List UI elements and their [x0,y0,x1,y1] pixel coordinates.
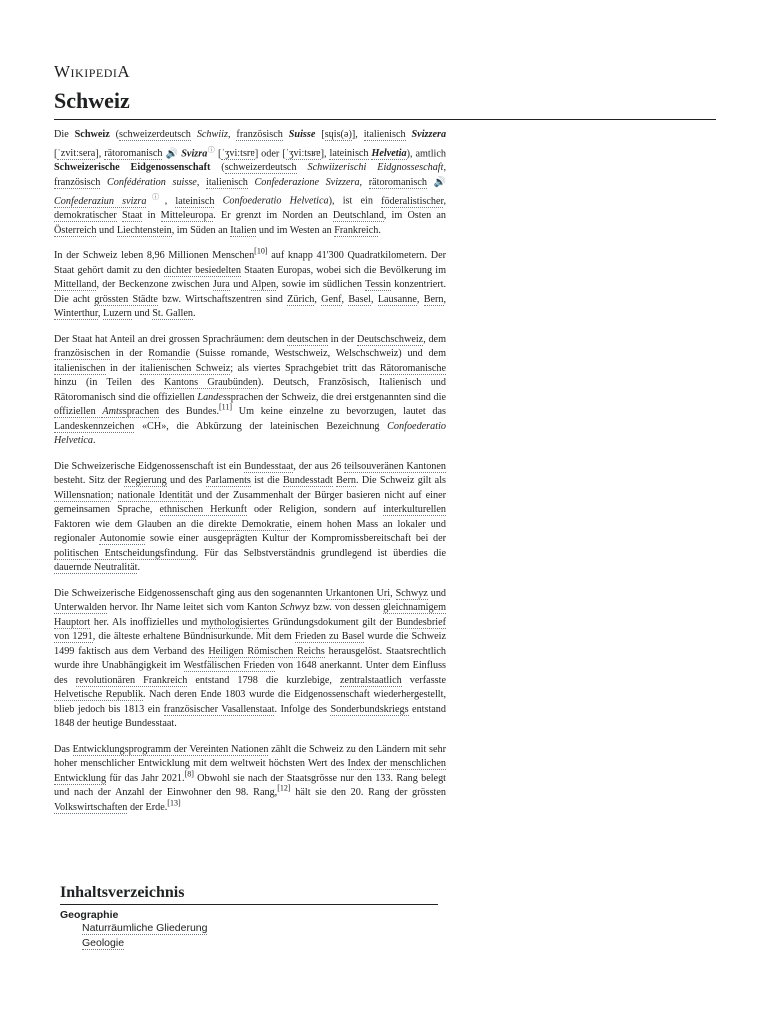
text-run: . Infolge des [274,703,331,715]
text-run: und [131,308,153,320]
text-run: , sowie im südlichen [276,279,366,291]
text-run: «CH», die Abkürzung der lateinischen Bezeichnung [134,420,388,432]
bold-term: Schweiz [74,129,110,140]
paragraph-intro [54,128,446,238]
article-link[interactable] [371,148,406,160]
article-link[interactable]: mythologisiertes [200,616,269,628]
text-run: , der Beckenzone zwischen [96,279,213,291]
text-run: ist die [250,475,283,487]
italic-term: Confoederatio Helvetica [54,420,446,447]
article-link[interactable]: deutschen [287,333,328,345]
text-run: und [427,587,447,599]
article-link[interactable]: Uri [376,587,391,599]
article-body [54,128,446,826]
text-run: Um keine einzelne zu bevorzugen, lautet das [232,406,446,418]
article-link[interactable]: teilsouveränen Kantonen [344,460,446,472]
text-run: bzw. von dessen [310,602,384,614]
text-run: in der [105,362,140,374]
toc-sub-geologie[interactable] [82,936,438,951]
article-link[interactable]: demokratischer [54,210,117,222]
reference-link[interactable]: [12] [277,783,291,793]
article-link[interactable]: französisch [236,129,283,140]
text-run: , im Osten an [383,210,447,222]
text-run: und [96,224,117,236]
info-icon[interactable]: ⓘ [146,193,165,202]
article-link[interactable]: Deutschland [332,210,384,222]
reference-link[interactable]: [8] [184,769,194,779]
reference[interactable] [254,247,267,256]
article-link[interactable]: Frankreich [334,224,379,236]
toc-sub-naturraeumliche-gliederung[interactable] [82,921,438,936]
article-link[interactable]: lateinisch [175,195,215,207]
paragraph-population [54,246,447,322]
article-link[interactable]: grössten Städte [94,293,158,305]
article-link[interactable]: dauernde Neutralität [54,562,138,574]
text-run: Obwohl sie nach der Staatsgrösse nur den 133. Rang belegt und nach der Anzahl der Einwohner den 98. Rang, [54,772,446,799]
article-link[interactable]: Heiligen Römischen Reichs [208,645,325,657]
text-run: für das Jahr 2021. [106,772,185,784]
article-link[interactable]: Basel [348,293,371,305]
speaker-icon[interactable]: 🔊 [433,176,447,188]
article-link[interactable]: dichter besiedelten [163,264,241,276]
text-run: wurde die Schweiz 1499 faktisch aus dem Verband des [54,631,447,657]
bold-italic-term: Svizzera [411,129,447,140]
text-run: ). Deutsch, Französisch, Italienisch und Rätoromanisch sind die offiziellen [54,377,446,403]
text-run: , [390,587,396,599]
article-link[interactable]: sɥis(ə) [324,129,352,140]
text-run: , [443,195,447,207]
article-link[interactable]: Rätoromanische [379,362,447,374]
toc-title: Inhaltsverzeichnis [60,884,438,905]
article-link[interactable]: politischen Entscheidungsfindung [54,547,196,559]
info-icon[interactable]: ⓘ [207,145,216,154]
text-run: (Suisse romande, Westschweiz, Welschschweiz) und dem [190,348,447,360]
text-run: Gründungsdokument gilt der [268,616,397,628]
article-link[interactable]: Autonomie [99,533,146,545]
article-link[interactable]: schweizerdeutsch [119,129,191,140]
article-link[interactable] [102,406,122,418]
article-link[interactable]: ˈʒviːtsʁɐ [285,147,321,159]
text-run: und [229,279,252,291]
text-run: hervor. Ihr Name leitet sich vom Kanton [106,602,281,614]
article-link[interactable]: Lausanne [377,293,417,305]
text-run: . Nach deren Ende 1803 wurde die Eidgenossenschaft wiederhergestellt, blieb jedoch bis 1813 ein [54,689,446,715]
article-link[interactable]: Staat [121,210,143,222]
link-label: Amts [102,406,123,418]
bold-italic-term: Svizra [181,147,208,159]
text-run: sowie einer ausgeprägten Kultur der Kompromissbereitschaft bei der [145,533,446,545]
article-link[interactable]: Willensnation [54,489,111,501]
article-link[interactable]: Bern [336,475,356,487]
text-run: ( [109,129,120,140]
text-run: Die Schweizerische Eidgenossenschaft ging aus den sogenannten [54,587,326,599]
article-link[interactable]: lateinisch [329,147,369,159]
article-link[interactable]: Jura [212,279,230,291]
text-run: . [93,435,96,447]
article-link[interactable]: ethnischen Herkunft [159,504,247,516]
article-link[interactable]: interkulturellen [383,504,447,516]
text-run: verfasste [401,674,446,686]
text-run: , [443,162,447,174]
article-link[interactable]: Bundesbrief von 1291 [54,616,446,643]
text-run [297,162,308,173]
text-run: Faktoren wie dem Glauben an die [54,518,209,530]
article-link[interactable]: Helvetische Republik [54,689,144,701]
speaker-icon[interactable]: 🔊 [165,147,179,159]
italic-term: Schwiizerischi Eidgnosseschaft [307,162,444,174]
text-run [427,177,434,188]
italic-term: Confederazione Svizzera [254,176,360,188]
article-link[interactable]: Bundesstaat [244,460,294,472]
text-run: und im Westen an [256,224,335,236]
text-run: , [97,308,103,320]
text-run: , [164,195,176,207]
article-link[interactable]: rätoromanisch [368,176,427,188]
text-run: ), ist ein [328,195,382,207]
text-run: . [137,562,140,574]
text-run: Staaten Europas, wobei sich die Bevölkerung im [240,264,447,276]
article-link[interactable]: Index der menschlichen Entwicklung [54,758,446,784]
text-run: entstand 1848 der heutige Bundesstaat. [54,703,446,730]
text-run: , [341,293,349,305]
text-run: Die [54,129,75,140]
article-link[interactable]: Mittelland [54,279,97,291]
paragraph-languages [54,333,446,449]
text-run: entstand 1798 die kurzlebige, [187,674,341,686]
text-run: . [378,224,381,236]
toc-link[interactable]: Naturräumliche Gliederung [82,922,208,934]
text-run: , [227,129,237,140]
article-link[interactable] [54,196,146,208]
article-link[interactable]: Regierung [124,475,167,487]
article-link[interactable]: St. Gallen [152,308,193,320]
text-run: , [416,293,424,305]
article-link[interactable]: offiziellen [54,406,103,418]
reference[interactable] [277,784,290,793]
article-link[interactable]: Kantons Graubünden [164,377,258,389]
text-run: hält sie den 20. Rang der grössten [290,787,447,799]
text-run: in der [327,333,357,345]
article-link[interactable]: italienischen Schweiz [139,362,231,374]
text-run: in [142,210,161,222]
article-link[interactable]: Sonderbundskriegs [330,703,409,715]
reference-link[interactable]: [13] [167,798,181,808]
toc-section-geographie[interactable]: Geographie [60,909,119,921]
article-link[interactable]: Tessin [365,279,391,291]
article-link[interactable]: Liechtenstein [116,224,172,236]
text-run: ; als viertes Sprachgebiet tritt das [230,362,380,374]
text-run: . Er grenzt im Norden an [213,210,333,222]
text-run: , [359,176,369,188]
text-run: herausgelöst. Staatsrechtlich wurde ihre Unabhängigkeit im [54,645,446,672]
article-link[interactable]: Winterthur [54,308,98,320]
text-run: , der aus 26 [293,460,345,472]
toc-link[interactable]: Geologie [82,937,125,949]
text-run: des Bundes. [158,406,220,418]
article-link[interactable]: revolutionären Frankreich [75,674,188,686]
text-run: Der Staat hat Anteil an drei grossen Sprachräumen: dem [54,333,288,345]
article-link[interactable]: Zürich [287,293,315,305]
article-link[interactable]: Urkantonen [325,587,374,599]
article-link[interactable]: französischen [54,348,111,360]
link-label: Helvetia [371,147,407,159]
text-run: , einem hohen Mass an lokaler und regionaler [54,518,446,545]
text-run: oder Religion, sondern auf [246,504,384,516]
italic-term: Confoederatio Helvetica [222,195,329,207]
text-run: her. Als inoffizielles und [90,616,201,628]
text-run: hinzu (in Teilen des [54,377,165,389]
text-run: ], [95,147,105,159]
italic-term: Landes [197,391,227,403]
text-run: der Erde. [127,801,168,813]
article-link[interactable]: Alpen [251,279,276,291]
text-run: ), amtlich [406,147,447,159]
article-link[interactable]: Luzern [102,308,132,320]
text-run: und der Zusammenhalt der Bürger basieren nicht auf einer gemeinsamen Sprache, [54,489,446,516]
text-run: ; [110,489,118,501]
article-link[interactable]: Landeskennzeichen [54,420,135,432]
text-run: . [192,308,196,320]
text-run: [ [215,147,222,159]
text-run: Das [54,743,73,755]
text-run: bzw. Wirtschaftszentren sind [157,293,288,305]
text-run: . Für das Selbstverständnis grundlegend ist überdies die [195,547,446,559]
article-link[interactable]: zentralstaatlich [340,674,402,686]
article-link[interactable]: Entwicklungsprogramm der Vereinten Nationen [72,743,269,755]
reference[interactable] [167,798,180,807]
text-run: , dem [423,333,447,345]
article-link[interactable]: italienischen [54,362,106,374]
text-run: [ [54,147,58,159]
text-run: besteht. Sitz der [54,475,125,487]
article-link[interactable]: italienisch [205,176,248,188]
text-run: in der [110,348,149,360]
text-run: , [370,293,378,305]
table-of-contents [60,884,438,951]
text-run: , [196,176,206,188]
reference-link[interactable]: [11] [219,402,233,412]
article-link[interactable]: föderalistischer [381,195,444,207]
text-run: , im Süden an [171,224,231,236]
wordmark-initial: W [54,62,71,81]
reference[interactable] [185,769,194,778]
title-divider [54,119,716,120]
text-run: Die Schweizerische Eidgenossenschaft ist ein [54,460,245,472]
article-link[interactable]: Unterwalden [54,602,107,614]
text-run: . Die Schweiz gilt als [355,475,446,487]
wordmark-final: A [117,62,131,81]
article-link[interactable]: Romandie [148,348,191,360]
article-link[interactable]: gleichnamigem Hauptort [54,602,446,628]
page-title: Schweiz [54,88,130,113]
article-link[interactable]: französischer Vasallenstaat [163,703,275,715]
text-run: , [314,293,322,305]
article-link[interactable]: ˈʒviːtsrɐ [221,147,255,159]
article-link[interactable]: nationale Identität [117,489,193,501]
text-run: von 1648 anerkannt. Unter dem Einfluss des [54,660,446,686]
text-run: ], [351,129,364,140]
article-link[interactable]: französisch [54,176,101,188]
text-run: , die älteste erhaltene Bündnisurkunde. Mit dem [92,631,295,643]
paragraph-history [54,587,446,732]
text-run: konzentriert. Die acht [54,279,446,305]
article-link[interactable]: rätoromanisch [104,147,163,159]
article-link[interactable]: Mitteleuropa [160,210,214,222]
text-run: [ [315,129,325,140]
text-run: In der Schweiz leben 8,96 Millionen Menschen [54,250,255,262]
article-link[interactable]: Volkswirtschaften [54,801,128,813]
article-link[interactable]: ˈzvitːsera [57,147,96,159]
text-run: ] oder [ [254,147,286,159]
article-link[interactable]: Bern [423,293,444,305]
link-label: Confederaziun svizra [54,195,147,207]
italic-term: Schwiiz [196,129,228,140]
article-link[interactable]: Schwyz [395,587,428,599]
bold-term: Schweizerische Eidgenossenschaft [54,162,211,174]
article-link[interactable]: direkte Demokratie [208,518,290,530]
article-link[interactable]: Österreich [54,224,97,236]
text-run [214,196,222,207]
text-run: ], [320,147,330,159]
text-run: sprachen der Schweiz, die drei erstgenannten sind die [226,391,446,403]
wordmark-body: ikipedi [70,62,118,81]
reference[interactable] [219,403,232,412]
article-link[interactable]: sprachen [122,406,159,418]
italic-term: Schwyz [280,602,311,614]
text-run: zählt die Schweiz zu den Ländern mit sehr hoher menschlicher Entwicklung mit dem weltweit höchsten Wert des [54,743,446,770]
paragraph-politics [54,460,446,576]
text-run: und des [166,475,206,487]
article-link[interactable]: Deutschschweiz [357,333,424,345]
article-link[interactable]: Genf [321,293,342,305]
wikipedia-wordmark[interactable] [54,62,130,82]
article-link[interactable]: schweizerdeutsch [224,162,297,174]
text-run: ( [210,162,225,174]
article-link[interactable]: Parlaments [205,475,251,487]
article-link[interactable]: Frieden zu Basel [294,631,365,643]
article-link[interactable]: italienisch [363,129,406,140]
italic-term: Confédération suisse [107,176,197,188]
article-link[interactable]: Westfälischen Frieden [183,660,275,672]
bold-italic-term: Suisse [288,129,316,140]
article-link[interactable]: Bundesstadt [282,475,333,487]
text-run: auf knapp 41'300 Quadratkilometern. Der Staat gehört damit zu den [54,250,446,276]
article-link[interactable]: Italien [230,224,257,236]
paragraph-development [54,743,446,816]
reference-link[interactable]: [10] [254,246,268,256]
text-run: , [443,293,447,305]
